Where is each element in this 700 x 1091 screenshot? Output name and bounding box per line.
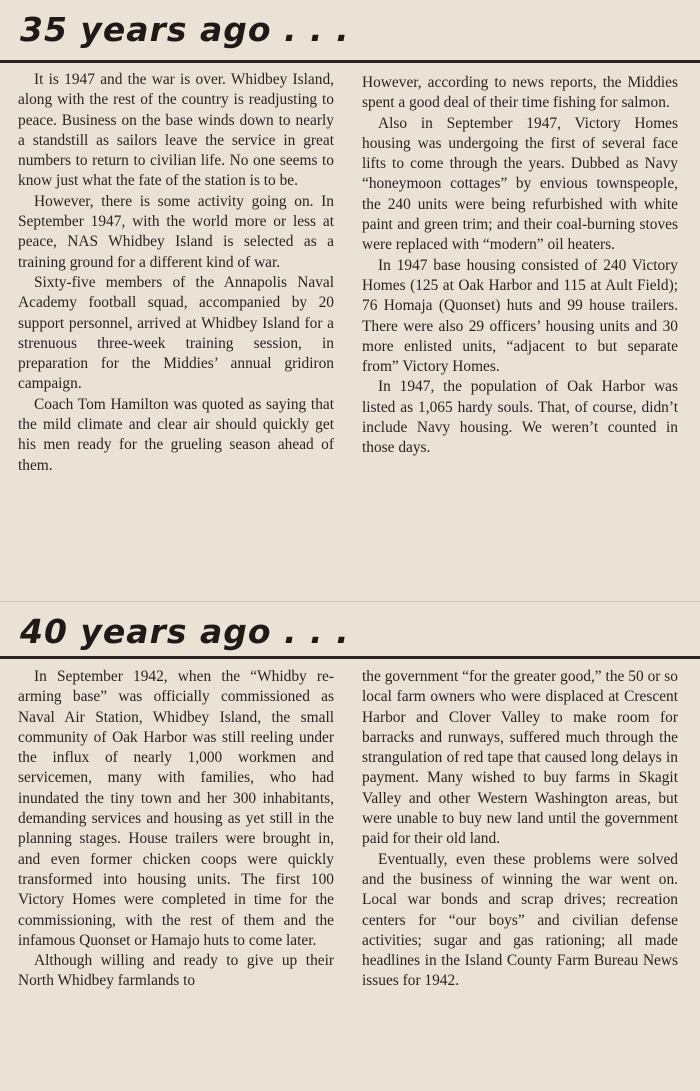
section-title: 40 years ago . . . xyxy=(20,612,350,651)
article-column-left xyxy=(18,70,334,476)
paragraph: Also in September 1947, Victory Homes housing was undergoing the first of several face lifts to come through the years. Dubbed as Navy “honeymoon cottages” by envious townspeople, the 240 units were being refurbished with white paint and green trim; and their coal-burning stoves were replaced with “modern” oil heaters. xyxy=(362,114,678,254)
paragraph: It is 1947 and the war is over. Whidbey Island, along with the rest of the country is readjusting to peace. Business on the base winds down to nearly a standstill as sailors leave the service in great numbers to return to civilian life. No one seems to know just what the fate of the station is to be. xyxy=(18,71,334,190)
paragraph: Sixty-five members of the Annapolis Naval Academy football squad, accompanied by 20 support personnel, arrived at Whidbey Island for a strenuous three-week training session, in preparation for the Middies’ annual gridiron campaign. xyxy=(18,273,334,393)
paragraph: In 1947 base housing consisted of 240 Victory Homes (125 at Oak Harbor and 115 at Ault Field); 76 Homaja (Quonset) huts and 99 house trailers. There were also 29 officers’ housing units and 30 more enlisted units, “adjacent to but separate from” Victory Homes. xyxy=(362,256,678,376)
title-rule xyxy=(0,60,700,63)
article-column-right xyxy=(362,73,678,459)
paragraph-continued: the government “for the greater good,” the 50 or so local farm owners who were displaced at Crescent Harbor and Clover Valley to make room for barracks and runways, suffered much through the strangulation of red tape that caused long delays in payment. Many wished to buy farms in Skagit Valley and other Western Washington areas, but were unable to buy new land until the government paid for their old land. xyxy=(362,668,678,848)
article-column-right xyxy=(362,667,678,992)
paragraph: In September 1942, when the “Whidby re-arming base” was officially commissioned as Naval Air Station, Whidbey Island, the small community of Oak Harbor was still reeling under the influx of nearly 1,000 workmen and servicemen, many with families, who had inundated the tiny town and her 300 inhabitants, demanding services and housing as yet still in the planning stages. House trailers were brought in, and even former chicken coops were quickly transformed into housing units. The first 100 Victory Homes were completed in time for the commissioning, with the rest of them and the infamous Quonset or Hamajo huts to come later. xyxy=(18,668,334,949)
section-title: 35 years ago . . . xyxy=(20,10,350,49)
paragraph-continued: However, according to news reports, the Middies spent a good deal of their time fishing for salmon. xyxy=(362,74,678,112)
title-rule xyxy=(0,656,700,659)
paragraph: Coach Tom Hamilton was quoted as saying that the mild climate and clear air should quickly get his men ready for the grueling season ahead of them. xyxy=(18,395,334,474)
paragraph: In 1947, the population of Oak Harbor was listed as 1,065 hardy souls. That, of course, didn’t include Navy housing. We weren’t counted in those days. xyxy=(362,378,678,457)
section-40-years-ago xyxy=(0,600,700,1091)
paragraph: Eventually, even these problems were solved and the business of winning the war went on. Local war bonds and scrap drives; recreation centers for “our boys” and civilian defense activities; sugar and gas rationing; all made headlines in the Island County Farm Bureau News issues for 1942. xyxy=(362,850,678,990)
paragraph: Although willing and ready to give up their North Whidbey farmlands to xyxy=(18,952,334,990)
article-column-left xyxy=(18,667,334,992)
paragraph: However, there is some activity going on. In September 1947, with the world more or less at peace, NAS Whidbey Island is selected as a training ground for a different kind of war. xyxy=(18,192,334,271)
